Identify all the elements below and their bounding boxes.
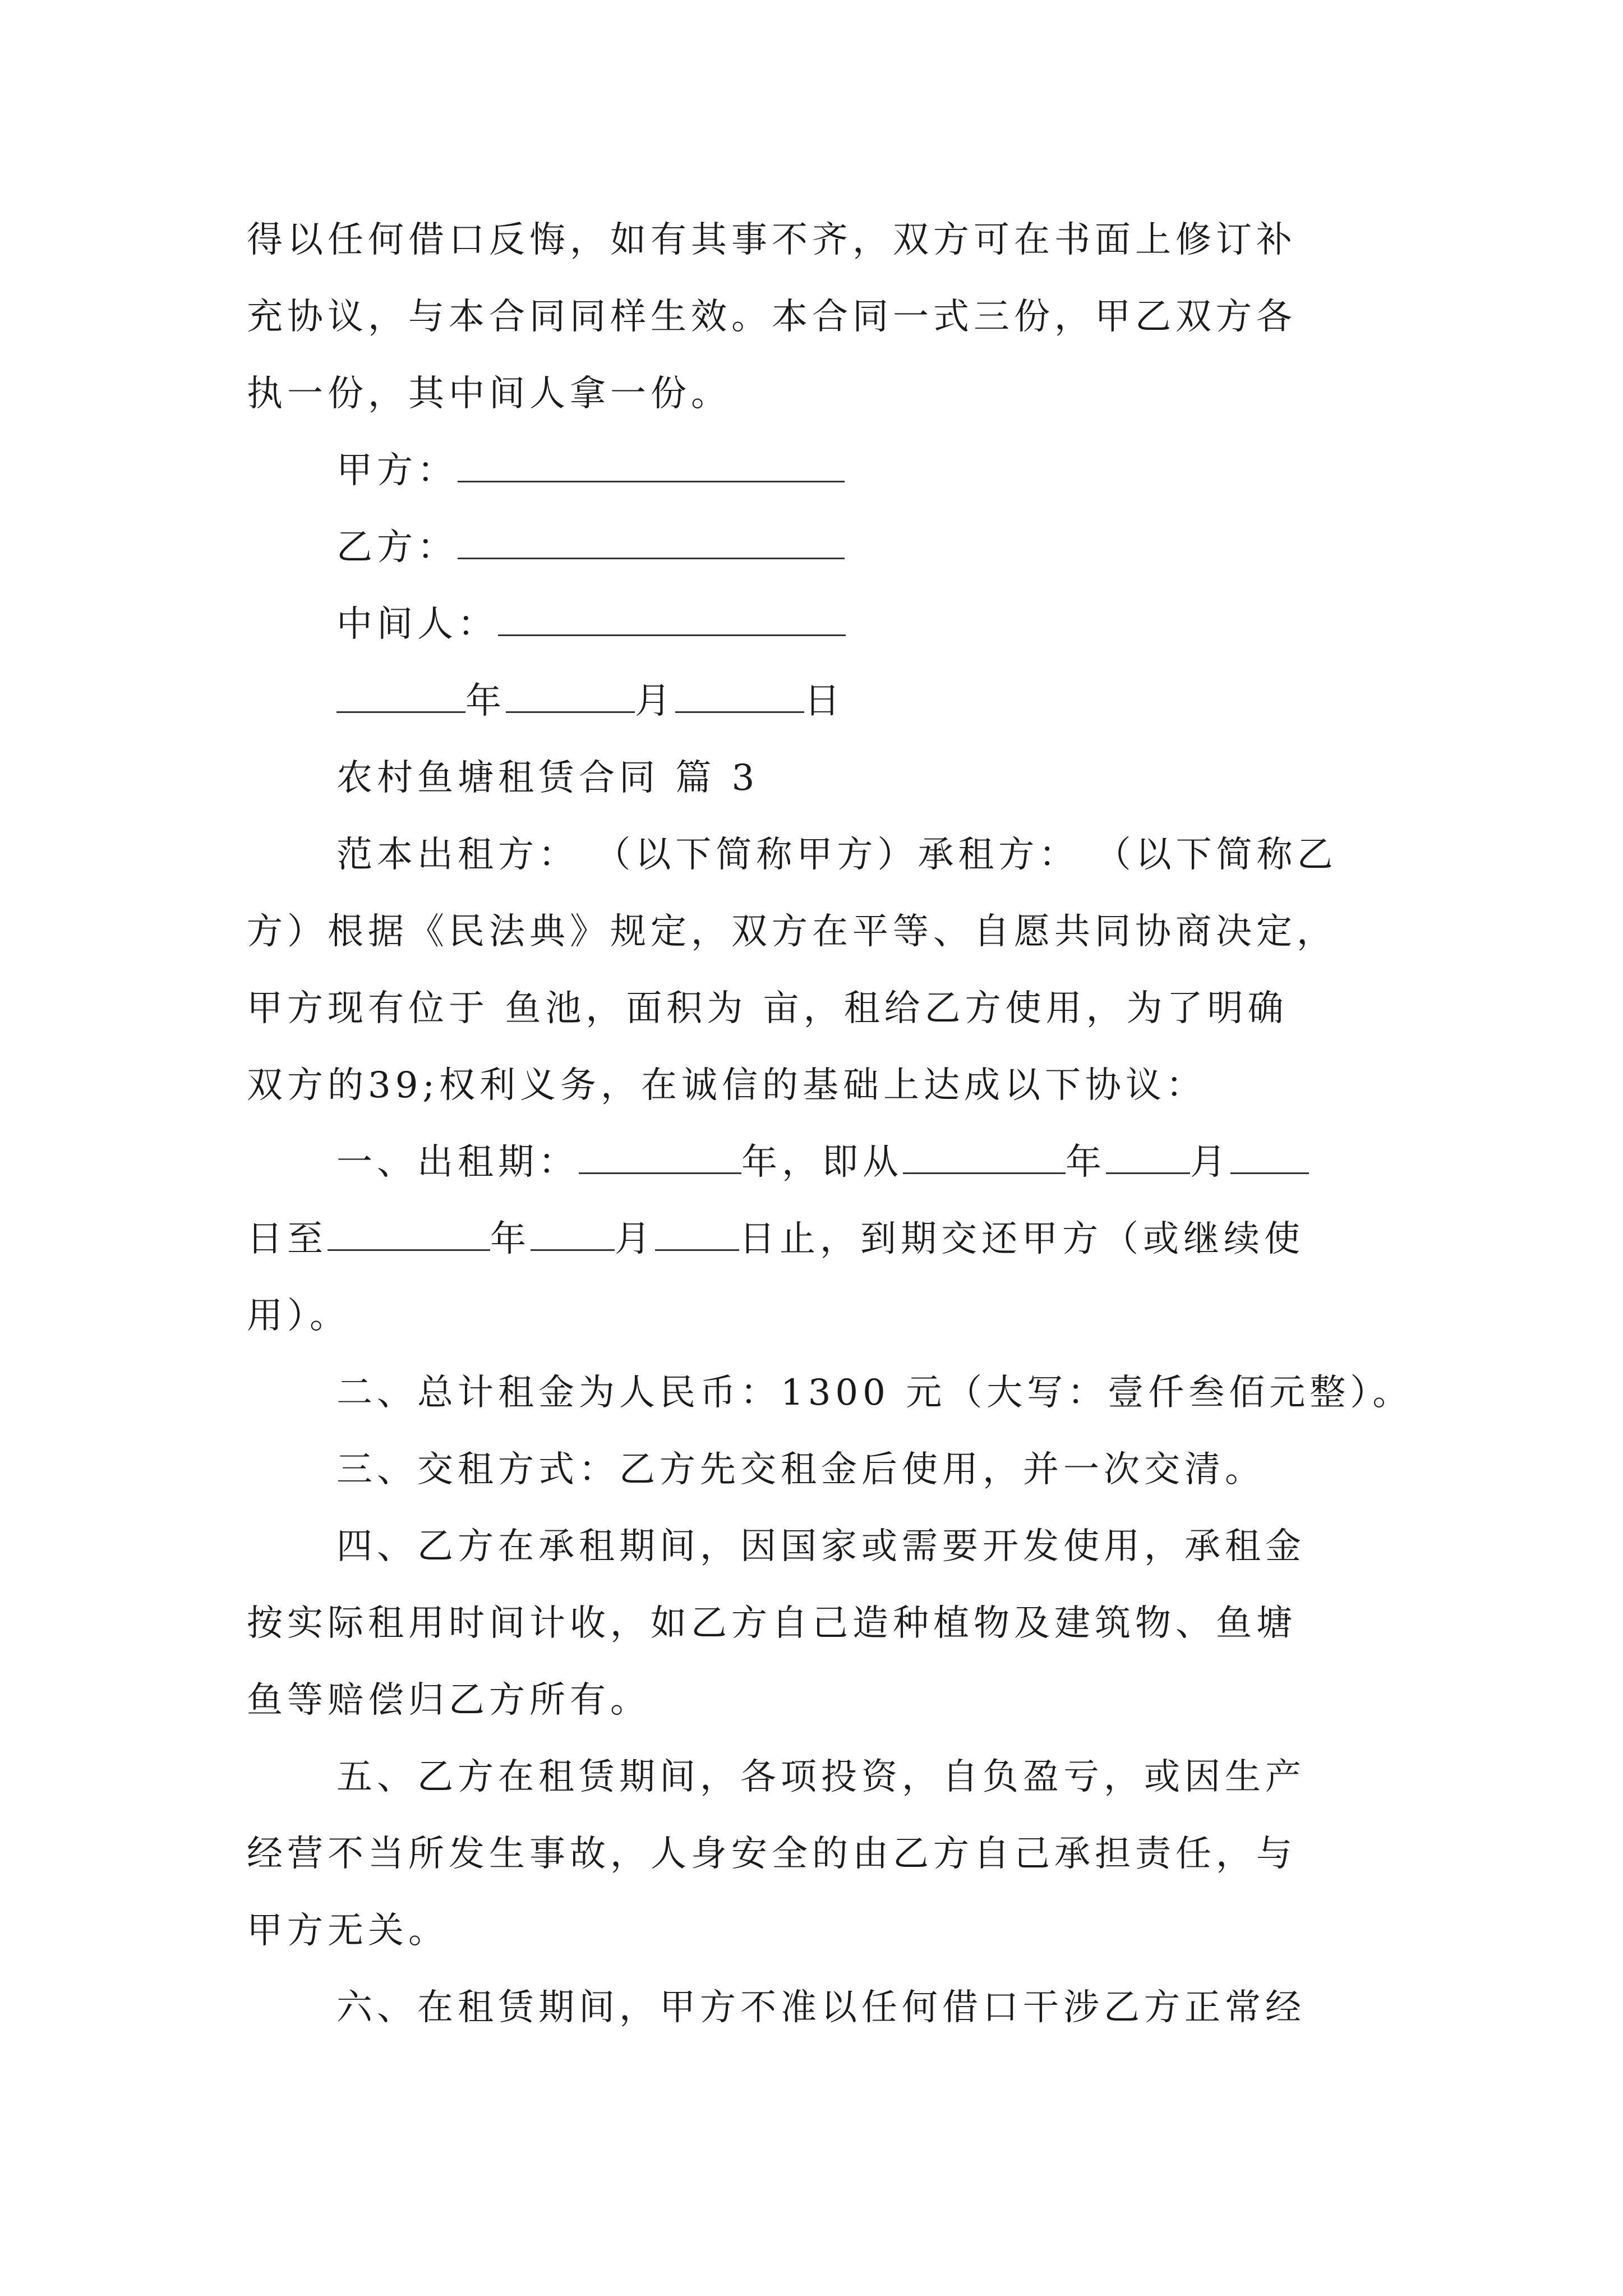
- end-year-blank: [328, 1218, 490, 1251]
- intro-line: 双方的39;权利义务，在诚信的基础上达成以下协议：: [247, 1065, 1206, 1106]
- clause-1-line-2: [247, 1201, 1436, 1278]
- clause-1-text: 年，即从: [741, 1142, 903, 1183]
- text-line: 执一份，其中间人拿一份。: [247, 373, 731, 415]
- clause-2: 二、总计租金为人民币：1300 元（大写：壹仟叁佰元整）。: [336, 1372, 1413, 1414]
- term-years-blank: [579, 1141, 741, 1174]
- middleman-blank: [498, 603, 846, 636]
- intro-line: 甲方现有位于 鱼池，面积为 亩，租给乙方使用，为了明确: [247, 988, 1288, 1029]
- clause-5-line: 经营不当所发生事故，人身安全的由乙方自己承担责任，与: [247, 1833, 1297, 1875]
- clause-3: 三、交租方式：乙方先交租金后使用，并一次交清。: [336, 1449, 1265, 1490]
- party-a-label: 甲方：: [336, 450, 458, 491]
- intro-line: 范本出租方： （以下简称甲方）承租方： （以下简称乙: [336, 834, 1338, 876]
- clause-4-line: 四、乙方在承租期间，因国家或需要开发使用，承租金: [336, 1526, 1306, 1567]
- section-title: 农村鱼塘租赁合同 篇 3: [336, 757, 759, 799]
- clause-1-text: 年: [1066, 1142, 1106, 1183]
- party-b-blank: [458, 526, 845, 559]
- text-line: 充协议，与本合同同样生效。本合同一式三份，甲乙双方各: [247, 296, 1297, 338]
- clause-1-text: 日止，到期交还甲方（或继续使: [739, 1218, 1304, 1260]
- clause-1-line-1: [247, 1124, 1436, 1201]
- clause-1-line-3: 用）。: [247, 1295, 350, 1337]
- clause-1-label: 一、出租期：: [336, 1142, 579, 1183]
- start-month-blank: [1106, 1141, 1190, 1174]
- signature-party-a: [247, 432, 1436, 509]
- clause-1-text: 年: [490, 1218, 531, 1260]
- clause-5-line: 五、乙方在租赁期间，各项投资，自负盈亏，或因生产: [336, 1756, 1306, 1798]
- signature-middleman: [247, 586, 1436, 663]
- clause-4-line: 按实际租用时间计收，如乙方自己造种植物及建筑物、鱼塘: [247, 1603, 1297, 1644]
- year-label: 年: [465, 680, 506, 722]
- clause-1-text: 月: [1190, 1142, 1230, 1183]
- day-label: 日: [804, 680, 845, 722]
- text-line: 得以任何借口反悔，如有其事不齐，双方可在书面上修订补: [247, 219, 1297, 261]
- clause-4-line: 鱼等赔偿归乙方所有。: [247, 1680, 651, 1721]
- party-b-label: 乙方：: [336, 527, 458, 568]
- clause-1-text: 月: [615, 1218, 655, 1260]
- day-blank: [675, 680, 804, 713]
- intro-line: 方）根据《民法典》规定，双方在平等、自愿共同协商决定，: [247, 911, 1337, 953]
- end-day-blank: [655, 1218, 739, 1251]
- clause-1-text: 日至: [247, 1218, 328, 1260]
- middleman-label: 中间人：: [336, 604, 498, 645]
- month-blank: [506, 680, 635, 713]
- document-body: [247, 202, 1436, 2046]
- clause-5-line: 甲方无关。: [247, 1910, 449, 1952]
- start-day-blank: [1230, 1141, 1309, 1174]
- end-month-blank: [531, 1218, 615, 1251]
- start-year-blank: [903, 1141, 1066, 1174]
- party-a-blank: [458, 449, 845, 482]
- month-label: 月: [635, 680, 675, 722]
- signature-date: [247, 663, 1436, 740]
- year-blank: [336, 680, 465, 713]
- clause-6-line: 六、在租赁期间，甲方不准以任何借口干涉乙方正常经: [336, 1987, 1306, 2028]
- signature-party-b: [247, 509, 1436, 586]
